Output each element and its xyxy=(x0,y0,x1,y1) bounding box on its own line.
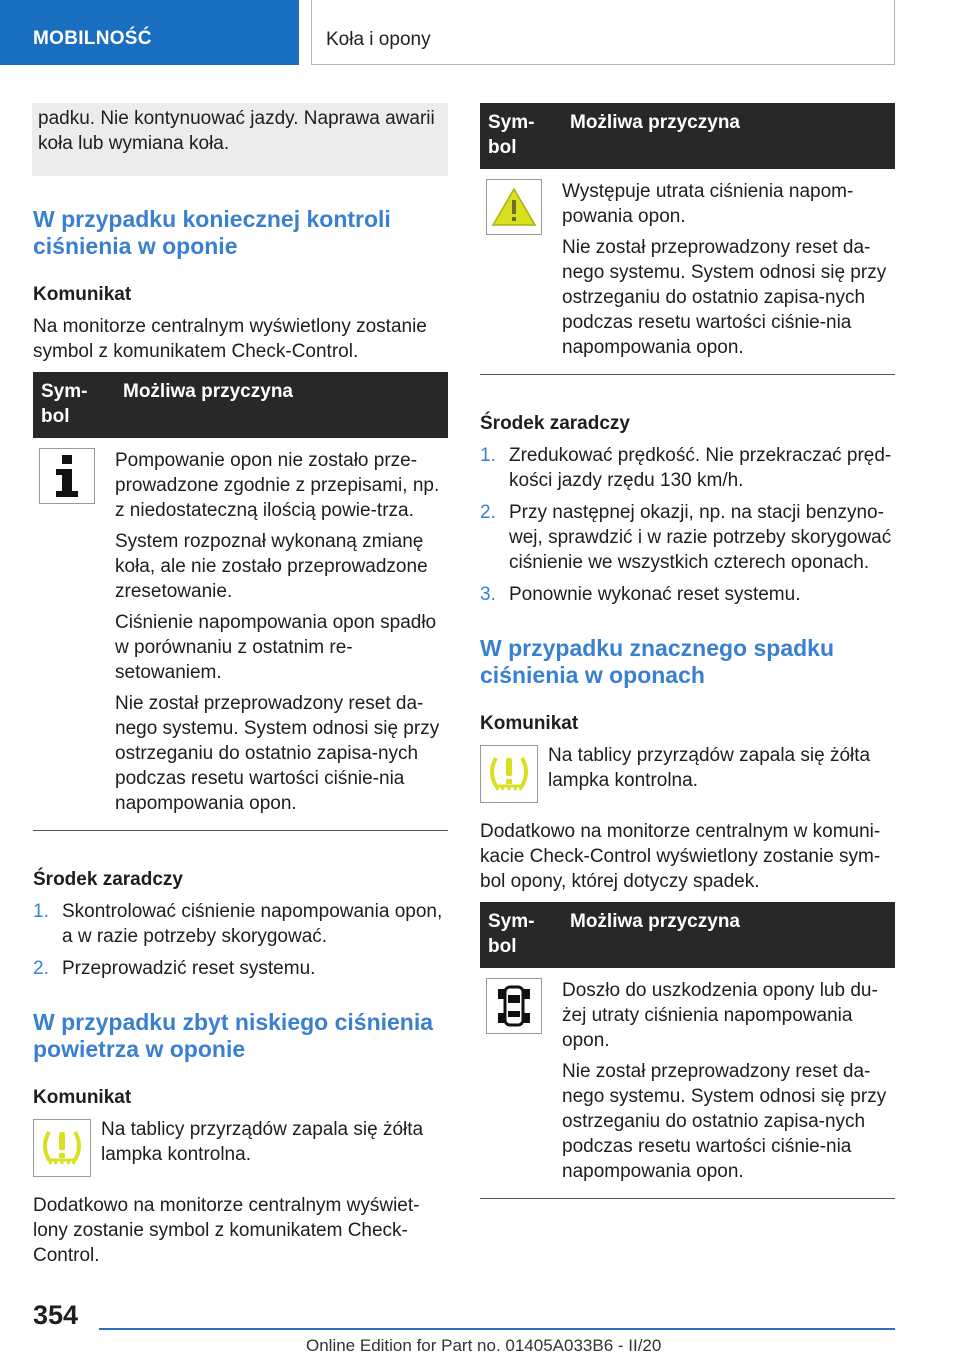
monitor-text: Na monitorze centralnym wyświetlony zostanie symbol z komunikatem Check-Control. xyxy=(33,316,427,362)
chapter-title: Koła i opony xyxy=(326,29,431,50)
cause-text: Nie został przeprowadzony reset da-nego systemu. System odnosi się przy ostrzeganiu do ostatnio zapisa-nych podczas resetu wartości ciśnie-nia napompowania opon. xyxy=(562,1061,887,1182)
section-tab xyxy=(0,0,299,65)
table-row xyxy=(480,968,895,1199)
remedy-list xyxy=(33,899,448,981)
symbol-table-warning xyxy=(480,103,895,375)
list-item: 1. Skontrolować ciśnienie napompowania opon, a w razie potrzeby skorygować. xyxy=(33,901,443,947)
message-label: Komunikat xyxy=(33,1087,132,1108)
symbol-table-tires xyxy=(480,902,895,1199)
car-tires-icon xyxy=(486,978,542,1034)
table-row xyxy=(33,438,448,831)
message-label: Komunikat xyxy=(480,713,579,734)
carry-over-text: padku. Nie kontynuować jazdy. Naprawa awarii koła lub wymiana koła. xyxy=(38,108,435,154)
tire-pressure-warning-icon xyxy=(480,745,538,803)
lamp-warning xyxy=(480,743,895,803)
cause-text: Ciśnienie napompowania opon spadło w porównaniu z ostatnim re-setowaniem. xyxy=(115,612,437,683)
extra-text: Dodatkowo na monitorze centralnym w komuni-kacie Check-Control wyświetlony zostanie sym-bol opony, której dotyczy spadek. xyxy=(480,821,881,892)
lamp-warning xyxy=(33,1117,448,1177)
list-item: 3. Ponownie wykonać reset systemu. xyxy=(480,584,801,605)
page-number: 354 xyxy=(33,1300,79,1330)
lamp-text: Na tablicy przyrządów zapala się żółta lampka kontrolna. xyxy=(101,1119,424,1165)
col-cause-header: Możliwa przyczyna xyxy=(115,372,448,438)
cause-text: Nie został przeprowadzony reset da-nego systemu. System odnosi się przy ostrzeganiu do ostatnio zapisa-nych podczas resetu wartości ciśnie-nia napompowania opon. xyxy=(562,237,887,358)
col-cause-header: Możliwa przyczyna xyxy=(562,103,895,169)
list-item: 2. Przy następnej okazji, np. na stacji benzyno-wej, sprawdzić i w razie potrzeby skorygować ciśnienie we wszystkich czterech oponach. xyxy=(480,502,892,573)
edition-text: Online Edition for Part no. 01405A033B6 - II/20 xyxy=(306,1336,662,1355)
col-cause-header: Możliwa przyczyna xyxy=(562,902,895,968)
tire-pressure-warning-icon xyxy=(33,1119,91,1177)
heading-low-pressure: W przypadku zbyt niskiego ciśnienia powietrza w oponie xyxy=(33,1009,434,1062)
remedy-title: Środek zaradczy xyxy=(480,413,630,434)
symbol-table-info xyxy=(33,372,448,831)
remedy-list xyxy=(480,443,895,607)
col-symbol-header: Sym-bol xyxy=(33,372,115,438)
cause-text: System rozpoznał wykonaną zmianę koła, ale nie zostało przeprowadzone zresetowanie. xyxy=(115,531,428,602)
list-item: 2. Przeprowadzić reset systemu. xyxy=(33,958,316,979)
chapter-header xyxy=(311,0,895,65)
section-title: MOBILNOŚĆ xyxy=(33,28,152,49)
col-symbol-header: Sym-bol xyxy=(480,902,562,968)
message-label: Komunikat xyxy=(33,284,132,305)
carry-over-box xyxy=(32,103,448,176)
warning-triangle-icon xyxy=(486,179,542,235)
remedy-title: Środek zaradczy xyxy=(33,869,183,890)
col-symbol-header: Sym-bol xyxy=(480,103,562,169)
list-item: 1. Zredukować prędkość. Nie przekraczać pręd-kości jazdy rzędu 130 km/h. xyxy=(480,445,892,491)
cause-text: Doszło do uszkodzenia opony lub du-żej utraty ciśnienia napompowania opon. xyxy=(562,980,878,1051)
cause-text: Pompowanie opon nie zostało prze-prowadzone zgodnie z przepisami, np. z niedostateczną ilością powie-trza. xyxy=(115,450,440,521)
lamp-text: Na tablicy przyrządów zapala się żółta lampka kontrolna. xyxy=(548,745,871,791)
cause-text: Występuje utrata ciśnienia napom-powania opon. xyxy=(562,181,854,227)
table-row xyxy=(480,169,895,375)
left-column xyxy=(33,103,448,1276)
extra-text: Dodatkowo na monitorze centralnym wyświet-lony zostanie symbol z komunikatem Check-Control. xyxy=(33,1195,420,1266)
cause-text: Nie został przeprowadzony reset da-nego systemu. System odnosi się przy ostrzeganiu do ostatnio zapisa-nych podczas resetu wartości ciśnie-nia napompowania opon. xyxy=(115,693,440,814)
heading-pressure-control: W przypadku koniecznej kontroli ciśnienia w oponie xyxy=(33,206,391,259)
heading-significant-drop: W przypadku znacznego spadku ciśnienia w oponach xyxy=(480,635,834,688)
info-icon xyxy=(39,448,95,504)
right-column xyxy=(480,103,895,1199)
footer-divider xyxy=(99,1328,895,1330)
